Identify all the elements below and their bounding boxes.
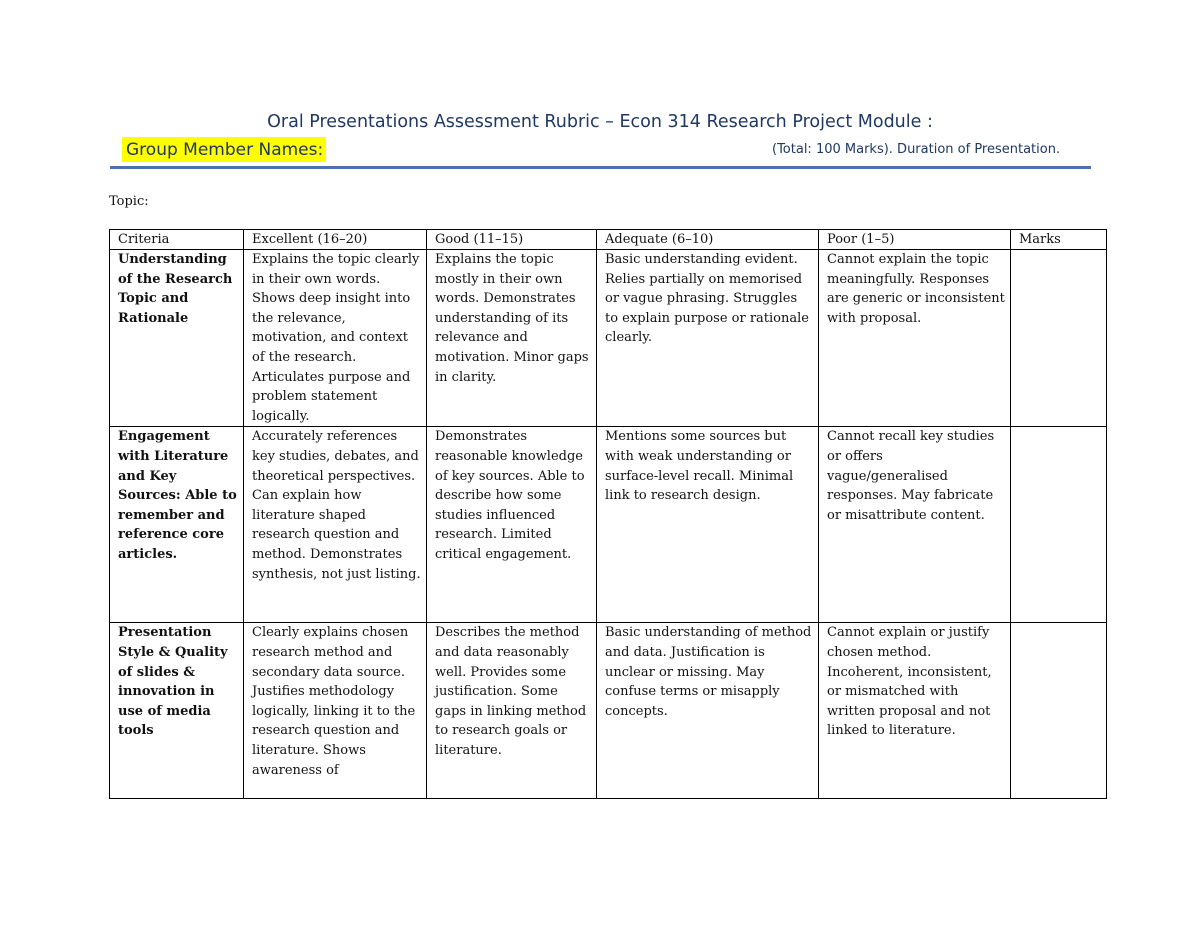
poor-cell: Cannot explain or justify chosen method. Incoherent, inconsistent, or mismatched with written proposal and not linked to literature. — [819, 623, 1011, 799]
criteria-cell: Presentation Style & Quality of slides & innovation in use of media tools — [110, 623, 244, 799]
excellent-cell: Explains the topic clearly in their own words. Shows deep insight into the relevance, motivation, and context of the research. Articulates purpose and problem statement logically. — [244, 250, 427, 427]
page-title: Oral Presentations Assessment Rubric – Econ 314 Research Project Module : — [267, 112, 933, 132]
column-header-adequate: Adequate (6–10) — [597, 230, 819, 250]
marks-cell[interactable] — [1011, 250, 1107, 427]
table-header-row — [110, 230, 1107, 250]
topic-label: Topic: — [109, 194, 149, 209]
adequate-cell: Basic understanding evident. Relies partially on memorised or vague phrasing. Struggles to explain purpose or rationale clearly. — [597, 250, 819, 427]
group-row — [122, 137, 1082, 163]
marks-cell[interactable] — [1011, 623, 1107, 799]
criteria-cell: Engagement with Literature and Key Sources: Able to remember and reference core articles. — [110, 427, 244, 623]
table-row — [110, 427, 1107, 623]
poor-cell: Cannot explain the topic meaningfully. Responses are generic or inconsistent with proposal. — [819, 250, 1011, 427]
excellent-cell: Clearly explains chosen research method and secondary data source. Justifies methodology logically, linking it to the research question and literature. Shows awareness of — [244, 623, 427, 799]
good-cell: Demonstrates reasonable knowledge of key sources. Able to describe how some studies influenced research. Limited critical engagement. — [427, 427, 597, 623]
column-header-excellent: Excellent (16–20) — [244, 230, 427, 250]
column-header-poor: Poor (1–5) — [819, 230, 1011, 250]
rubric-table — [109, 229, 1107, 799]
good-cell: Describes the method and data reasonably well. Provides some justification. Some gaps in linking method to research goals or literature. — [427, 623, 597, 799]
total-marks-text: (Total: 100 Marks). Duration of Presentation. — [772, 142, 1061, 157]
poor-cell: Cannot recall key studies or offers vague/generalised responses. May fabricate or misattribute content. — [819, 427, 1011, 623]
adequate-cell: Mentions some sources but with weak understanding or surface-level recall. Minimal link to research design. — [597, 427, 819, 623]
table-row — [110, 250, 1107, 427]
criteria-cell: Understanding of the Research Topic and Rationale — [110, 250, 244, 427]
group-member-names-label: Group Member Names: — [122, 137, 326, 162]
marks-cell[interactable] — [1011, 427, 1107, 623]
excellent-cell: Accurately references key studies, debates, and theoretical perspectives. Can explain how literature shaped research question and method. Demonstrates synthesis, not just listing. — [244, 427, 427, 623]
column-header-marks: Marks — [1011, 230, 1107, 250]
column-header-criteria: Criteria — [110, 230, 244, 250]
column-header-good: Good (11–15) — [427, 230, 597, 250]
header-divider — [110, 166, 1091, 169]
table-row — [110, 623, 1107, 799]
good-cell: Explains the topic mostly in their own words. Demonstrates understanding of its relevance and motivation. Minor gaps in clarity. — [427, 250, 597, 427]
adequate-cell: Basic understanding of method and data. Justification is unclear or missing. May confuse terms or misapply concepts. — [597, 623, 819, 799]
